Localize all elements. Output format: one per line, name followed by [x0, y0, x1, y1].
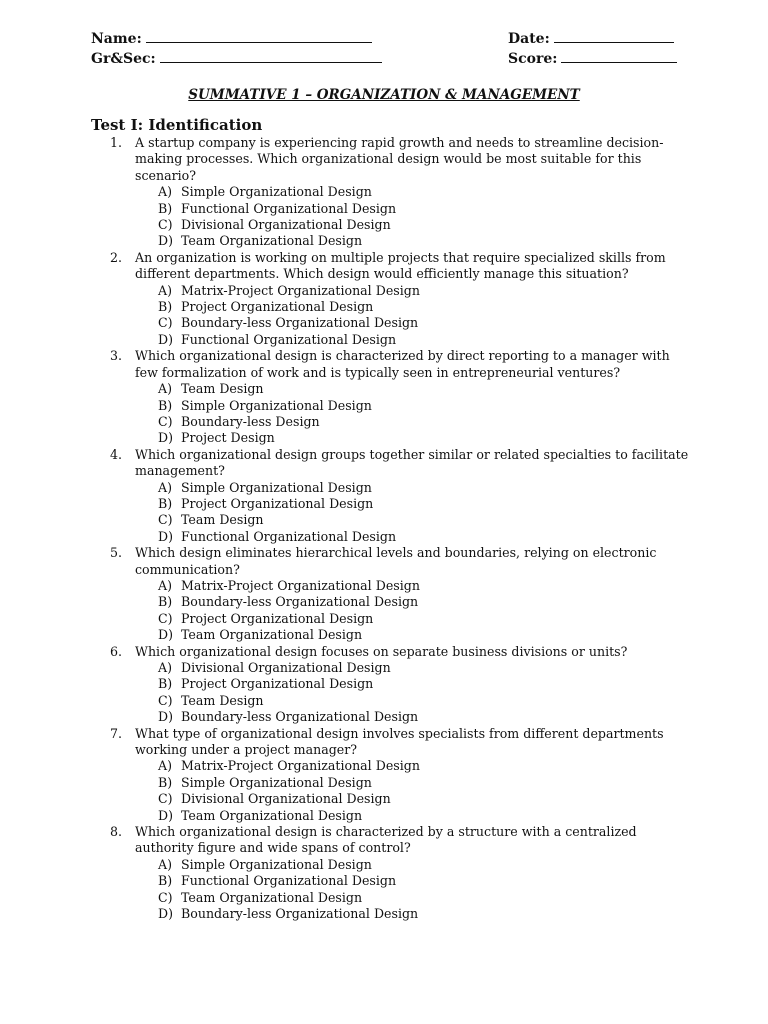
question-item [110, 824, 690, 922]
answer-option [158, 283, 690, 299]
option-text: Functional Organizational Design [181, 873, 397, 889]
question-number: 6. [110, 643, 123, 659]
option-text: Functional Organizational Design [181, 528, 397, 544]
option-letter: B) [158, 676, 173, 692]
score-blank-line[interactable] [561, 48, 677, 63]
question-item [110, 545, 690, 643]
option-letter: D) [158, 807, 174, 823]
option-letter: C) [158, 889, 173, 905]
answer-option [158, 594, 690, 610]
answer-option [158, 676, 690, 692]
option-text: Simple Organizational Design [181, 397, 372, 413]
option-list [135, 381, 690, 447]
option-text: Boundary-less Organizational Design [181, 594, 419, 610]
option-letter: A) [158, 184, 173, 200]
option-letter: A) [158, 479, 173, 495]
question-item [110, 250, 690, 348]
question-text: Which organizational design groups together similar or related specialties to facilitate management? [135, 446, 689, 479]
question-item [110, 348, 690, 446]
answer-option [158, 512, 690, 528]
option-text: Team Design [181, 381, 264, 397]
name-label: Name: [91, 31, 142, 47]
option-text: Simple Organizational Design [181, 479, 372, 495]
question-text: Which organizational design focuses on separate business divisions or units? [135, 643, 628, 659]
option-text: Team Organizational Design [181, 233, 363, 249]
option-list [135, 578, 690, 644]
score-label: Score: [508, 51, 558, 67]
question-number: 5. [110, 545, 123, 561]
option-text: Simple Organizational Design [181, 774, 372, 790]
answer-option [158, 332, 690, 348]
answer-option [158, 480, 690, 496]
option-text: Matrix-Project Organizational Design [181, 758, 420, 774]
question-item [110, 644, 690, 726]
option-letter: D) [158, 627, 174, 643]
option-text: Matrix-Project Organizational Design [181, 577, 420, 593]
option-text: Team Design [181, 692, 264, 708]
gr-sec-blank-line[interactable] [160, 48, 382, 63]
question-text: Which organizational design is characterized by direct reporting to a manager with few formalization of work and is typically seen in entrepreneurial ventures? [135, 348, 670, 380]
question-text: A startup company is experiencing rapid growth and needs to streamline decision-making processes. Which organizational design would be most suitable for this scenario? [135, 135, 664, 183]
score-field [508, 48, 677, 68]
gr-sec-label: Gr&Sec: [91, 51, 156, 67]
question-number: 1. [110, 135, 123, 150]
option-letter: A) [158, 758, 173, 774]
option-text: Project Organizational Design [181, 495, 374, 511]
question-number: 3. [110, 348, 123, 364]
answer-option [158, 660, 690, 676]
option-list [135, 283, 690, 349]
option-list [135, 480, 690, 546]
option-text: Team Organizational Design [181, 807, 363, 823]
option-text: Functional Organizational Design [181, 200, 397, 216]
option-letter: C) [158, 791, 173, 807]
test-heading: Test I: Identification [91, 116, 263, 134]
question-text: What type of organizational design involves specialists from different departments working under a project manager? [135, 725, 664, 758]
option-letter: C) [158, 315, 173, 331]
option-letter: D) [158, 906, 174, 922]
date-blank-line[interactable] [554, 28, 674, 43]
option-letter: C) [158, 413, 173, 429]
option-list [135, 184, 690, 250]
question-item [110, 135, 690, 250]
option-text: Project Organizational Design [181, 610, 374, 626]
question-list [110, 135, 690, 923]
option-text: Project Design [181, 430, 275, 446]
option-letter: A) [158, 381, 173, 397]
question-text: An organization is working on multiple projects that require specialized skills from different departments. Which design would efficiently manage this situation? [135, 249, 666, 282]
option-text: Boundary-less Organizational Design [181, 315, 419, 331]
answer-option [158, 496, 690, 512]
gr-sec-field [91, 48, 382, 68]
option-list [135, 758, 690, 824]
option-text: Team Design [181, 512, 264, 528]
option-letter: B) [158, 594, 173, 610]
option-text: Project Organizational Design [181, 676, 374, 692]
option-letter: C) [158, 217, 173, 233]
name-field [91, 28, 372, 48]
option-text: Divisional Organizational Design [181, 217, 391, 233]
answer-option [158, 758, 690, 774]
answer-option [158, 709, 690, 725]
option-text: Divisional Organizational Design [181, 791, 391, 807]
option-letter: B) [158, 495, 173, 511]
date-field [508, 28, 674, 48]
option-text: Boundary-less Organizational Design [181, 906, 419, 922]
option-letter: A) [158, 660, 173, 675]
option-letter: B) [158, 774, 173, 790]
question-item [110, 447, 690, 545]
option-letter: C) [158, 692, 173, 708]
answer-option [158, 398, 690, 414]
option-letter: D) [158, 430, 174, 446]
question-number: 8. [110, 824, 123, 840]
answer-option [158, 414, 690, 430]
answer-option [158, 627, 690, 643]
option-letter: D) [158, 331, 174, 347]
question-item [110, 726, 690, 824]
option-letter: B) [158, 397, 173, 413]
option-letter: D) [158, 233, 174, 249]
page-title: SUMMATIVE 1 – ORGANIZATION & MANAGEMENT [188, 87, 580, 103]
answer-option [158, 184, 690, 200]
answer-option [158, 791, 690, 807]
question-number: 4. [110, 446, 123, 462]
option-text: Team Organizational Design [181, 627, 363, 643]
option-text: Team Organizational Design [181, 889, 363, 905]
option-text: Functional Organizational Design [181, 331, 397, 347]
answer-option [158, 693, 690, 709]
option-text: Simple Organizational Design [181, 184, 372, 200]
option-text: Divisional Organizational Design [181, 660, 391, 675]
answer-option [158, 217, 690, 233]
option-letter: B) [158, 299, 173, 315]
answer-option [158, 611, 690, 627]
option-letter: C) [158, 610, 173, 626]
option-list [135, 857, 690, 923]
answer-option [158, 430, 690, 446]
option-text: Simple Organizational Design [181, 856, 372, 872]
name-blank-line[interactable] [146, 28, 372, 43]
answer-option [158, 873, 690, 889]
option-letter: D) [158, 528, 174, 544]
answer-option [158, 906, 690, 922]
answer-option [158, 201, 690, 217]
date-label: Date: [508, 31, 550, 47]
answer-option [158, 299, 690, 315]
option-list [135, 660, 690, 726]
option-text: Boundary-less Organizational Design [181, 709, 419, 725]
answer-option [158, 381, 690, 397]
answer-option [158, 315, 690, 331]
option-letter: B) [158, 873, 173, 889]
question-text: Which design eliminates hierarchical levels and boundaries, relying on electronic communication? [135, 545, 657, 577]
option-letter: D) [158, 709, 174, 725]
answer-option [158, 775, 690, 791]
question-number: 7. [110, 725, 123, 741]
option-letter: A) [158, 577, 173, 593]
option-letter: B) [158, 200, 173, 216]
option-letter: C) [158, 512, 173, 528]
option-text: Project Organizational Design [181, 299, 374, 315]
question-text: Which organizational design is characterized by a structure with a centralized authority figure and wide spans of control? [135, 824, 637, 856]
question-number: 2. [110, 249, 123, 265]
answer-option [158, 578, 690, 594]
answer-option [158, 233, 690, 249]
option-letter: A) [158, 856, 173, 872]
answer-option [158, 808, 690, 824]
answer-option [158, 890, 690, 906]
option-letter: A) [158, 282, 173, 298]
answer-option [158, 529, 690, 545]
option-text: Boundary-less Design [181, 413, 320, 429]
option-text: Matrix-Project Organizational Design [181, 282, 420, 298]
answer-option [158, 857, 690, 873]
